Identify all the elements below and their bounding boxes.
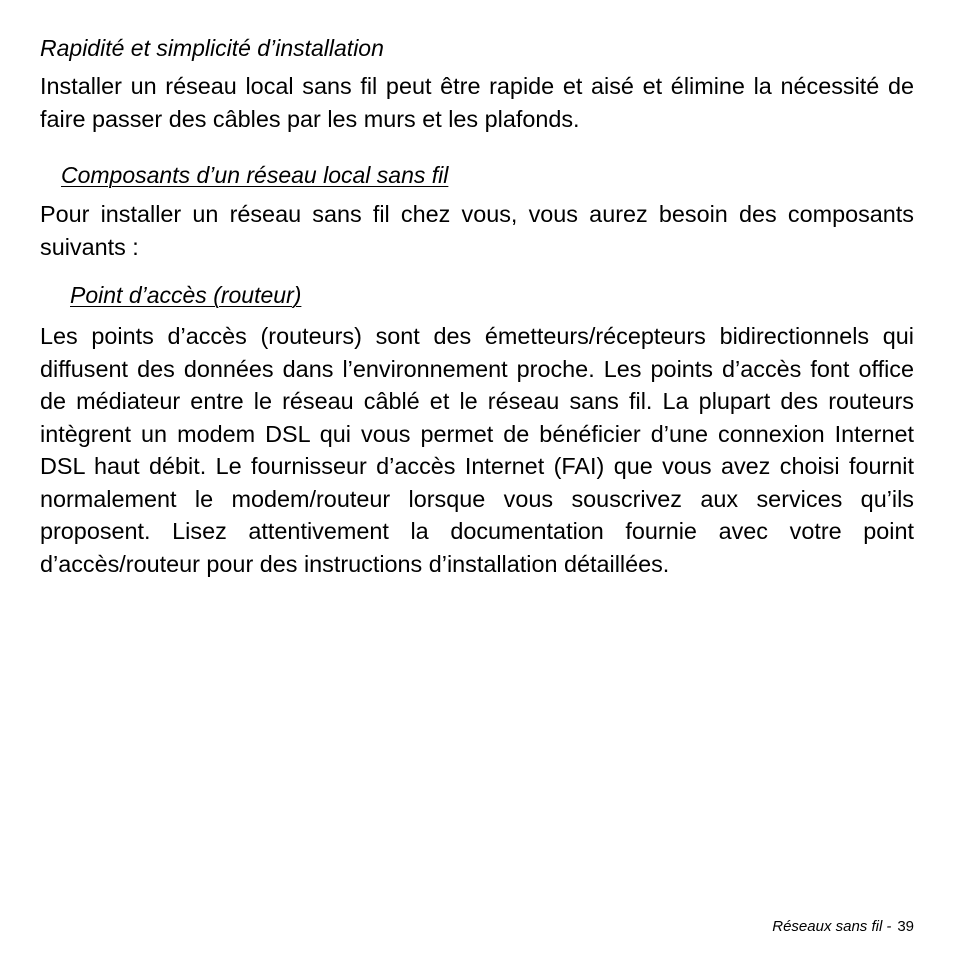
paragraph-access-point: Les points d’accès (routeurs) sont des émetteurs/récepteurs bidirectionnels qui diffusent des données dans l’environnement proche. Les points d’accès font office de médiateur entre le réseau câblé et le réseau sans fil. La plupart des routeurs intègrent un modem DSL qui vous permet de bénéficier d’une connexion Internet DSL haut débit. Le fournisseur d’accès Internet (FAI) que vous avez choisi fournit normalement le modem/routeur lorsque vous souscrivez aux services qu’ils proposent. Lisez attentivement la documentation fournie avec votre point d’accès/routeur pour des instructions d’installation détaillées.: [40, 323, 914, 577]
paragraph-components: Pour installer un réseau sans fil chez vous, vous aurez besoin des composants suivants :: [40, 201, 914, 260]
section-heading-components: Composants d’un réseau local sans fil: [61, 162, 449, 188]
paragraph-installation: Installer un réseau local sans fil peut être rapide et aisé et élimine la nécessité de faire passer des câbles par les murs et les plafonds.: [40, 73, 914, 132]
footer-section-title: Réseaux sans fil: [772, 918, 883, 935]
page-footer: [772, 918, 914, 936]
footer-separator: -: [886, 918, 892, 935]
section-heading-access-point: Point d’accès (routeur): [70, 282, 302, 308]
section-heading-installation: Rapidité et simplicité d’installation: [40, 35, 384, 61]
page-number: 39: [897, 918, 914, 935]
